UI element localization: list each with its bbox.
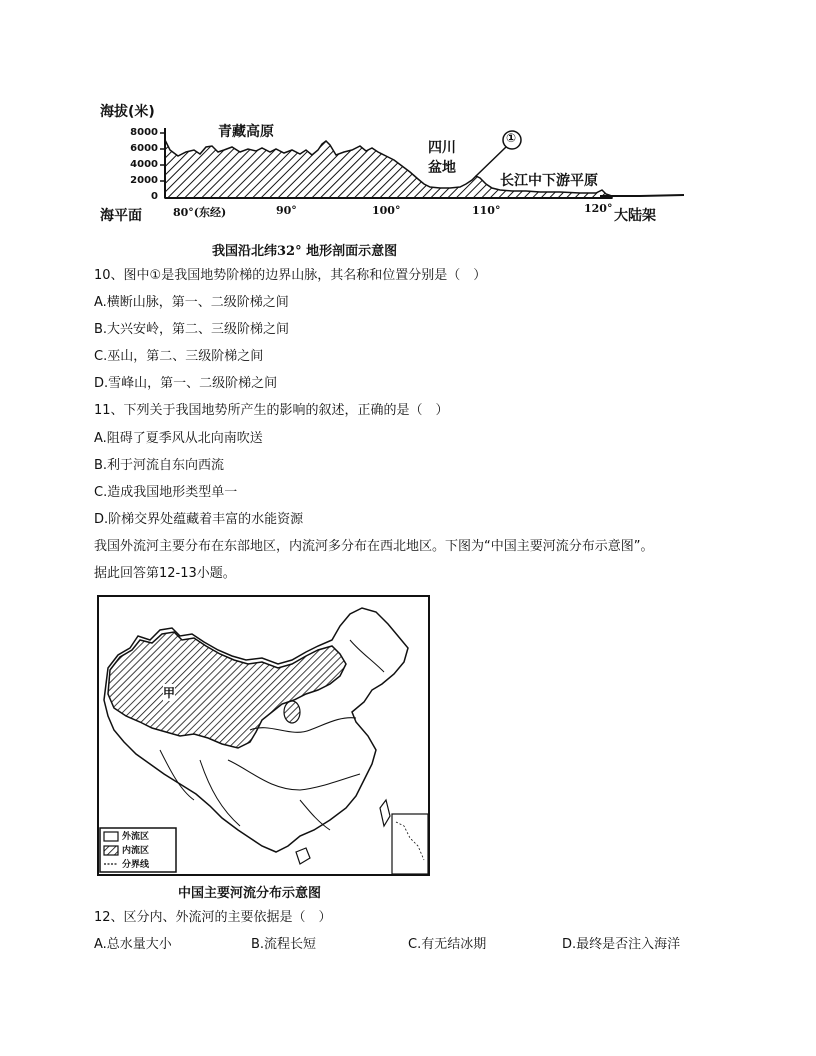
q12-option-b: B.流程长短 — [251, 937, 317, 952]
q10-option-d: D.雪峰山，第一、二级阶梯之间 — [94, 376, 278, 391]
x-tick-label: 110° — [472, 204, 501, 217]
q11-option-a: A.阻碍了夏季风从北向南吹送 — [94, 431, 263, 446]
y-tick-label: 6000 — [130, 143, 158, 154]
y-tick-label: 8000 — [130, 127, 158, 138]
x-tick-label: 100° — [372, 204, 401, 217]
x-tick-label: 120° — [584, 202, 613, 215]
q11-option-d: D.阶梯交界处蕴藏着丰富的水能资源 — [94, 512, 304, 527]
legend-label-interior: 内流区 — [122, 846, 150, 856]
q10-option-a: A.横断山脉，第一、二级阶梯之间 — [94, 295, 289, 310]
y-tick-label: 0 — [151, 191, 158, 202]
y-tick-label: 4000 — [130, 159, 158, 170]
sea-level-label: 海平面 — [100, 208, 142, 224]
q10-stem: 10、图中①是我国地势阶梯的边界山脉，其名称和位置分别是（ ） — [94, 268, 487, 283]
interior-patch — [284, 701, 300, 723]
mountain-marker-label: ① — [506, 131, 517, 145]
y-axis-label: 海拔(米) — [100, 104, 155, 120]
intro-line2: 据此回答第12-13小题。 — [94, 566, 236, 581]
profile-caption: 我国沿北纬32° 地形剖面示意图 — [212, 244, 398, 259]
basin-label-line1: 四川 — [428, 140, 456, 156]
q11-option-c: C.造成我国地形类型单一 — [94, 485, 238, 500]
plain-label: 长江中下游平原 — [500, 173, 598, 189]
q11-option-b: B.利于河流自东向西流 — [94, 458, 225, 473]
plateau-label: 青藏高原 — [218, 124, 274, 140]
q10-option-b: B.大兴安岭，第二、三级阶梯之间 — [94, 322, 290, 337]
basin-label-line2: 盆地 — [428, 160, 456, 176]
legend-swatch-exterior — [104, 832, 118, 841]
legend-label-boundary: 分界线 — [122, 860, 150, 870]
y-tick-label: 2000 — [130, 175, 158, 186]
q11-stem: 11、下列关于我国地势所产生的影响的叙述，正确的是（ ） — [94, 403, 449, 418]
q12-option-c: C.有无结冰期 — [408, 937, 487, 952]
legend-label-exterior: 外流区 — [122, 832, 150, 842]
q10-option-c: C.巫山，第二、三级阶梯之间 — [94, 349, 264, 364]
legend-swatch-interior — [104, 846, 118, 855]
q12-option-d: D.最终是否注入海洋 — [562, 937, 681, 952]
map-caption: 中国主要河流分布示意图 — [178, 886, 322, 901]
x-tick-label: 80°(东经) — [173, 206, 227, 219]
q12-option-a: A.总水量大小 — [94, 937, 172, 952]
x-tick-label: 90° — [276, 204, 297, 217]
shelf-label: 大陆架 — [614, 208, 656, 224]
intro-line1: 我国外流河主要分布在东部地区，内流河多分布在西北地区。下图为“中国主要河流分布示意图”。 — [94, 539, 654, 554]
q12-stem: 12、区分内、外流河的主要依据是（ ） — [94, 910, 332, 925]
map-label-jia: 甲 — [163, 686, 176, 700]
